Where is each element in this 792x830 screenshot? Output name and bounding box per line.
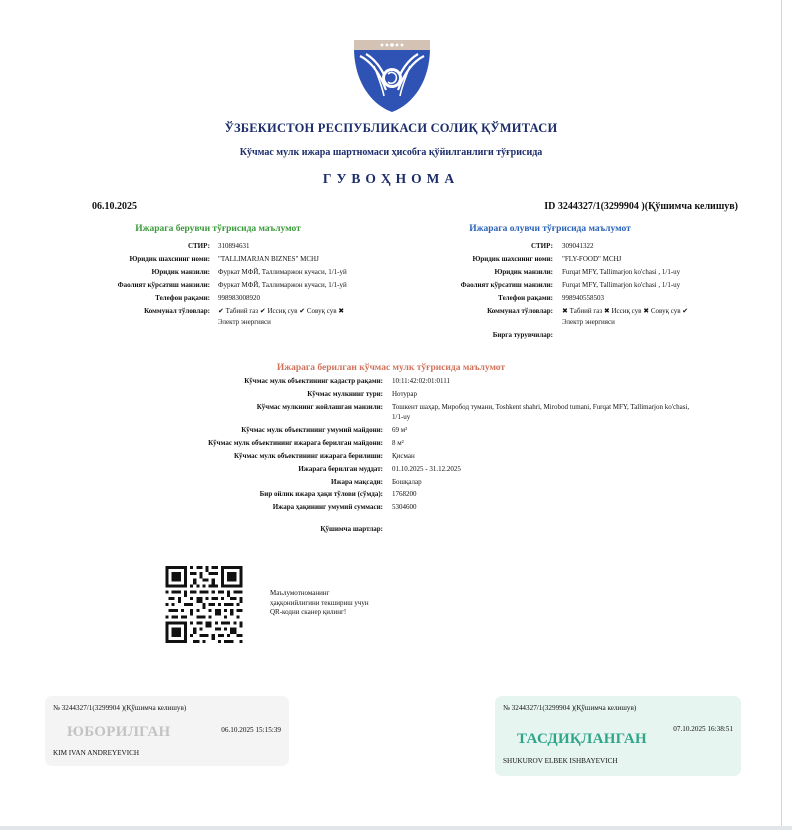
lessor-legal-address-value: Фуркат МФЙ, Таллимаржон кучаси, 1/1-уй	[218, 268, 347, 276]
property-cadastre-value: 10:11:42:02:01:0111	[392, 377, 450, 385]
property-leased-area-label: Кўчмас мулк объектининг ижарага берилган майдони:	[208, 439, 383, 447]
property-address-value-cont: 1/1-uy	[392, 413, 411, 421]
lessee-section-title: Ижарага олувчи тўғрисида маълумот	[469, 224, 631, 234]
confirmed-stamp	[495, 696, 741, 776]
lessor-utilities-value-cont: Электр энергияси	[218, 318, 271, 326]
property-type-label: Кўчмас мулкнинг тури:	[307, 390, 383, 398]
lessee-activity-address-label: Фаолият кўрсатиш манзили:	[460, 281, 553, 289]
confirmed-stamp-status: ТАСДИҚЛАНГАН	[517, 731, 647, 747]
lessee-legal-address-label: Юридик манзили:	[494, 268, 553, 276]
lessor-tin-value: 310894631	[218, 242, 250, 250]
property-total-area-value: 69 м²	[392, 426, 408, 434]
lessee-tin-value: 309041322	[562, 242, 594, 250]
property-lease-extent-value: Қисман	[392, 452, 415, 460]
confirmed-stamp-id: № 3244327/1(3299904 )(Қўшимча келишув)	[503, 704, 637, 712]
sent-stamp-id: № 3244327/1(3299904 )(Қўшимча келишув)	[53, 704, 187, 712]
property-total-rent-label: Ижара ҳақининг умумий суммаси:	[272, 503, 383, 511]
property-section-title: Ижарага берилган кўчмас мулк тўғрисида маълумот	[276, 363, 506, 373]
property-lease-extent-label: Кўчмас мулк объектининг ижарага берилиши:	[233, 452, 383, 460]
property-additional-terms-label: Қўшимча шартлар:	[320, 525, 383, 533]
lessor-name-value: "TALLIMARJAN BIZNES" MCHJ	[218, 255, 319, 263]
property-lease-purpose-value: Бошқалар	[392, 478, 422, 486]
lessee-phone-label: Телефон рақами:	[498, 294, 553, 302]
lessee-tin-label: СТИР:	[530, 242, 553, 250]
lessee-utilities-value: ✖ Табиий газ ✖ Иссиқ сув ✖ Совуқ сув ✔	[562, 307, 689, 315]
lessee-cohabitants-label: Бирга турувчилар:	[492, 331, 553, 339]
qr-verification-note	[270, 589, 400, 618]
lessee-phone-value: 998940558503	[562, 294, 604, 302]
confirmed-stamp-signer: SHUKUROV ELBEK ISHBAYEVICH	[503, 757, 618, 765]
lessor-utilities-label: Коммунал тўловлар:	[144, 307, 210, 315]
lessor-activity-address-value: Фуркат МФЙ, Таллимаржон кучаси, 1/1-уй	[218, 281, 347, 289]
property-address-value: Тошкент шаҳар, Миробод тумани, Toshkent shahri, Mirobod tumani, Furqat MFY, Tallimarjon ko'chasi,	[392, 403, 690, 411]
document-id: ID 3244327/1(3299904 )(Қўшимча келишув)	[544, 201, 738, 212]
sent-stamp-status: ЮБОРИЛГАН	[67, 724, 171, 740]
property-monthly-rent-value: 1768200	[392, 490, 417, 498]
lessee-utilities-value-cont: Электр энергияси	[562, 318, 615, 326]
lessor-tin-label: СТИР:	[187, 242, 210, 250]
lessor-section-title: Ижарага берувчи тўғрисида маълумот	[135, 224, 301, 234]
lessor-utilities-value: ✔ Табиий газ ✔ Иссиқ сув ✔ Совуқ сув ✖	[218, 307, 345, 315]
qr-note-line-1: Маълумотноманинг	[270, 589, 330, 597]
lessee-legal-address-value: Furqat MFY, Tallimarjon ko'chasi , 1/1-uy	[562, 268, 681, 276]
organization-title: ЎЗБЕКИСТОН РЕСПУБЛИКАСИ СОЛИҚ ҚЎМИТАСИ	[224, 121, 558, 135]
lessee-name-value: "FLY-FOOD" MCHJ	[562, 255, 622, 263]
lessor-activity-address-label: Фаолият кўрсатиш манзили:	[117, 281, 210, 289]
property-total-area-label: Кўчмас мулк объектининг умумий майдони:	[241, 426, 383, 434]
property-type-value: Нотурар	[392, 390, 418, 398]
document-date: 06.10.2025	[92, 201, 137, 212]
lessee-utilities-label: Коммунал тўловлар:	[487, 307, 553, 315]
property-lease-purpose-label: Ижара мақсади:	[330, 478, 383, 486]
sent-stamp-time: 06.10.2025 15:15:39	[221, 726, 281, 734]
confirmed-stamp-time: 07.10.2025 16:38:51	[673, 725, 733, 733]
lessee-name-label: Юридик шахснинг номи:	[472, 255, 553, 263]
property-lease-term-value: 01.10.2025 - 31.12.2025	[392, 465, 461, 473]
qr-code-icon[interactable]	[165, 566, 243, 643]
sent-stamp	[45, 696, 289, 766]
qr-note-line-3: QR-кодни сканер қилинг!	[270, 608, 347, 616]
tax-committee-emblem-icon	[350, 38, 434, 114]
property-cadastre-label: Кўчмас мулк объектининг кадастр рақами:	[244, 377, 383, 385]
page-bottom-bar	[0, 826, 792, 830]
property-leased-area-value: 8 м²	[392, 439, 404, 447]
lessor-name-label: Юридик шахснинг номи:	[129, 255, 210, 263]
sent-stamp-signer: KIM IVAN ANDREYEVICH	[53, 749, 140, 757]
lessee-activity-address-value: Furqat MFY, Tallimarjon ko'chasi , 1/1-uy	[562, 281, 681, 289]
document-subtitle: Кўчмас мулк ижара шартномаси ҳисобга қўйилганлиги тўғрисида	[239, 147, 543, 158]
property-total-rent-value: 5304600	[392, 503, 417, 511]
qr-note-line-2: ҳаққонийлигини текшириш учун	[270, 598, 369, 607]
document-type-title: ГУВОҲНОМА	[322, 171, 460, 186]
property-lease-term-label: Ижарага берилган муддат:	[298, 465, 383, 473]
lessor-phone-value: 998983008920	[218, 294, 260, 302]
property-address-label: Кўчмас мулкнинг жойлашган манзили:	[256, 403, 383, 411]
property-monthly-rent-label: Бир ойлик ижара ҳақи тўлови (сўмда):	[259, 490, 383, 498]
lessor-phone-label: Телефон рақами:	[155, 294, 210, 302]
lessor-legal-address-label: Юридик манзили:	[151, 268, 210, 276]
